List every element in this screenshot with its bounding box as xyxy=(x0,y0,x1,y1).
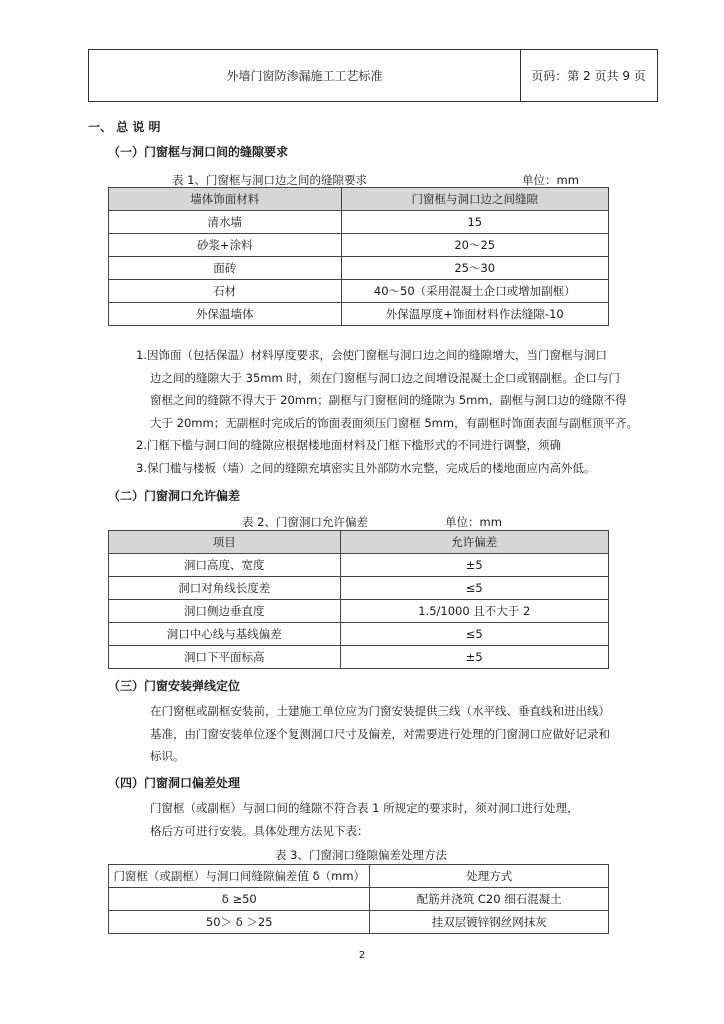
note-line: 1.因饰面（包括保温）材料厚度要求，会使门窗框与洞口边之间的缝隙增大，当门窗框与洞口 xyxy=(136,348,607,362)
table-cell: 外保温厚度+饰面材料作法缝隙-10 xyxy=(341,303,608,326)
paragraph-4 xyxy=(150,797,670,842)
page-indicator: 页码：第 2 页共 9 页 xyxy=(531,69,646,83)
subsection-heading-3: （三）门窗安装弹线定位 xyxy=(108,679,241,693)
subsection-heading-4: （四）门窗洞口偏差处理 xyxy=(108,776,241,790)
table-header-cell: 允许偏差 xyxy=(340,531,609,554)
table-cell: 砂浆+涂料 xyxy=(109,234,342,257)
paragraph-3 xyxy=(150,700,670,768)
table-row xyxy=(109,888,609,911)
table-row xyxy=(109,554,609,577)
table-header-cell: 墙体饰面材料 xyxy=(109,188,342,211)
page-number: 2 xyxy=(358,950,366,961)
table-row xyxy=(109,600,609,623)
table-cell: 石材 xyxy=(109,280,342,303)
table-header-row xyxy=(109,531,609,554)
note-line: 2.门框下槛与洞口间的缝隙应根据楼地面材料及门框下槛形式的不同进行调整，须确 xyxy=(136,438,561,452)
paragraph-line: 门窗框（或副框）与洞口间的缝隙不符合表 1 所规定的要求时，须对洞口进行处理， xyxy=(150,801,579,815)
table-cell: 40～50（采用混凝土企口或增加副框） xyxy=(341,280,608,303)
section-heading: 一、 总 说 明 xyxy=(88,120,161,134)
table-header-cell: 门窗框与洞口边之间缝隙 xyxy=(341,188,608,211)
note-line: 边之间的缝隙大于 35mm 时，须在门窗框与洞口边之间增设混凝土企口或钢副框。企口与门 xyxy=(150,370,620,385)
paragraph-line: 标识。 xyxy=(150,749,185,763)
table-cell: δ ≥50 xyxy=(109,888,370,911)
table-header-cell: 项目 xyxy=(109,531,341,554)
table-row xyxy=(109,577,609,600)
note-line: 大于 20mm；无副框时完成后的饰面表面须压门窗框 5mm，有副框时饰面表面与副框顶平齐。 xyxy=(150,415,639,430)
table-header-row xyxy=(109,188,609,211)
subsection-heading-2: （二）门窗洞口允许偏差 xyxy=(108,489,241,503)
table-cell: ±5 xyxy=(340,554,609,577)
table-cell: ±5 xyxy=(340,646,609,669)
table-row xyxy=(109,623,609,646)
table-header-row xyxy=(109,865,609,888)
table-cell: 洞口高度、宽度 xyxy=(109,554,341,577)
note-line: 3.保门槛与楼板（墙）之间的缝隙充填密实且外部防水完整，完成后的楼地面应内高外低。 xyxy=(136,460,596,475)
page-header xyxy=(88,49,658,102)
table-cell: 外保温墙体 xyxy=(109,303,342,326)
table2 xyxy=(108,530,609,669)
table-cell: 洞口侧边垂直度 xyxy=(109,600,341,623)
table3 xyxy=(108,864,609,934)
table1-caption: 表 1、门窗框与洞口边之间的缝隙要求 xyxy=(172,173,367,187)
paragraph-line: 格后方可进行安装。具体处理方法见下表： xyxy=(150,823,369,838)
table1 xyxy=(108,187,609,326)
table-row xyxy=(109,257,609,280)
subsection-heading-1: （一）门窗框与洞口间的缝隙要求 xyxy=(108,145,289,159)
table-header-cell: 门窗框（或副框）与洞口间缝隙偏差值 δ（mm） xyxy=(109,865,370,888)
table2-unit: 单位：mm xyxy=(445,515,502,529)
table-row xyxy=(109,303,609,326)
table-cell: 面砖 xyxy=(109,257,342,280)
table-cell: 20～25 xyxy=(341,234,608,257)
table-cell: 洞口对角线长度差 xyxy=(109,577,341,600)
table-row xyxy=(109,234,609,257)
table-cell: 洞口中心线与基线偏差 xyxy=(109,623,341,646)
table-row xyxy=(109,911,609,934)
note-line: 窗框之间的缝隙不得大于 20mm；副框与门窗框间的缝隙为 5mm，副框与洞口边的缝隙不得 xyxy=(150,393,627,407)
table-cell: 配筋并浇筑 C20 细石混凝土 xyxy=(370,888,609,911)
table2-caption: 表 2、门窗洞口允许偏差 xyxy=(242,515,368,529)
table-cell: ≤5 xyxy=(340,623,609,646)
document-title: 外墙门窗防渗漏施工工艺标准 xyxy=(89,50,521,101)
table-cell: 清水墙 xyxy=(109,211,342,234)
table-cell: 1.5/1000 且不大于 2 xyxy=(340,600,609,623)
table-header-cell: 处理方式 xyxy=(370,865,609,888)
table-row xyxy=(109,646,609,669)
paragraph-line: 基准，由门窗安装单位逐个复测洞口尺寸及偏差，对需要进行处理的门窗洞口应做好记录和 xyxy=(150,726,610,741)
table-row xyxy=(109,211,609,234)
table-cell: 25～30 xyxy=(341,257,608,280)
table-cell: 15 xyxy=(341,211,608,234)
table-cell: 挂双层镀锌钢丝网抹灰 xyxy=(370,911,609,934)
paragraph-line: 在门窗框或副框安装前，土建施工单位应为门窗安装提供三线（水平线、垂直线和进出线） xyxy=(150,704,610,718)
table-cell: 洞口下平面标高 xyxy=(109,646,341,669)
table3-caption: 表 3、门窗洞口缝隙偏差处理方法 xyxy=(275,848,447,862)
table-cell: ≤5 xyxy=(340,577,609,600)
table-row xyxy=(109,280,609,303)
notes xyxy=(136,344,676,479)
table1-unit: 单位：mm xyxy=(522,173,579,187)
table-cell: 50＞ δ ＞25 xyxy=(109,911,370,934)
